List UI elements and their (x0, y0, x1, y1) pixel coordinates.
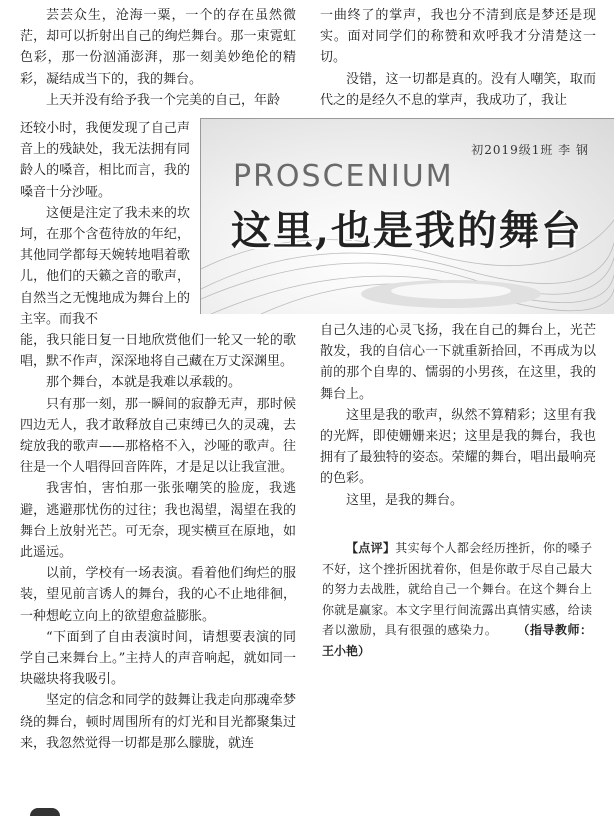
comment-label: 【点评】 (346, 541, 396, 555)
article-column-right-top (320, 5, 596, 111)
teacher-credit: （指导教师：王小艳） (322, 623, 592, 658)
paragraph: 自己久违的心灵飞扬，我在自己的舞台上，光芒散发，我的自信心一下就重新拾回，不再成为以前的那个自卑的、懦弱的小男孩，在这里，我的舞台上。 (320, 323, 596, 402)
article-column-left-narrow (20, 118, 190, 330)
paragraph: 能，我只能日复一日地欣赏他们一轮又一轮的歌唱，默不作声，深深地将自己藏在万丈深渊里。 (20, 333, 296, 370)
paragraph: 那个舞台，本就是我难以承载的。 (46, 375, 242, 391)
paragraph: 一曲终了的掌声，我也分不清到底是梦还是现实。面对同学们的称赞和欢呼我才分清楚这一切。 (320, 8, 596, 66)
article-title: 这里,也是我的舞台 (231, 207, 583, 254)
paragraph: 还较小时，我便发现了自己声音上的残缺处，我无法拥有同龄人的嗓音，相比而言，我的嗓音十分沙哑。 (20, 121, 190, 200)
paragraph: 这里，是我的舞台。 (346, 492, 464, 508)
paragraph: 这里是我的歌声，纵然不算精彩；这里有我的光辉，即使姗姗来迟；这里是我的舞台，我也拥有了最独特的姿态。荣耀的舞台，唱出最响亮的色彩。 (320, 407, 596, 487)
paragraph: 没错，这一切都是真的。没有人嘲笑，取而代之的是经久不息的掌声，我成功了，我让 (320, 71, 596, 108)
paragraph: 这便是注定了我未来的坎坷，在那个含苞待放的年纪，其他同学都每天婉转地唱着歌儿，他们的天籁之音的歌声，自然当之无愧地成为舞台上的主宰。而我不 (20, 205, 190, 327)
paragraph: 坚定的信念和同学的鼓舞让我走向那魂牵梦绕的舞台，顿时周围所有的灯光和目光都聚集过来，我忽然觉得一切都是那么朦胧，就连 (20, 693, 296, 751)
author-byline: 初2019级1班 李 钢 (471, 143, 589, 157)
paragraph: 芸芸众生，沧海一粟，一个的存在虽然微茫，却可以折射出自己的绚烂舞台。那一束霓虹色彩，那一份汹涌澎湃，那一刻美妙绝伦的精彩，凝结成当下的，我的舞台。 (20, 8, 296, 87)
title-banner (200, 118, 614, 314)
article-column-right-mid (320, 320, 596, 511)
editor-comment (322, 538, 592, 661)
paragraph: 只有那一刻，那一瞬间的寂静无声，那时候四边无人，我才敢释放自己束缚已久的灵魂，去绽放我的歌声——那格格不入，沙哑的歌声。往往是一个人唱得回音阵阵，才是足以让我宣泄。 (20, 396, 296, 476)
comment-text: 其实每个人都会经历挫折，你的嗓子不好，这个挫折困扰着你，但是你敢于尽自己最大的努力去战胜，就给自己一个舞台。在这个舞台上你就是赢家。本文字里行间流露出真情实感，给读者以激励，具有很强的感染力。 (322, 541, 592, 637)
paragraph: 以前，学校有一场表演。看着他们绚烂的服装，望见前言诱人的舞台，我的心不止地徘徊，一种想屹立向上的欲望愈益膨胀。 (20, 566, 296, 624)
paragraph: 上天并没有给予我一个完美的自己，年龄 (46, 92, 281, 108)
paragraph: “下面到了自由表演时间，请想要表演的同学自己来舞台上。”主持人的声音响起，就如同一块磁块将我吸引。 (20, 629, 296, 688)
article-column-left-top (20, 5, 296, 111)
banner-subtitle: PROSCENIUM (233, 159, 454, 194)
article-column-left-bottom (20, 330, 296, 754)
paragraph: 我害怕，害怕那一张张嘲笑的脸庞，我逃避，逃避那忧伤的过往；我也渴望，渴望在我的舞台上放射光芒。可无奈，现实横亘在原地，如此遥远。 (20, 481, 296, 561)
